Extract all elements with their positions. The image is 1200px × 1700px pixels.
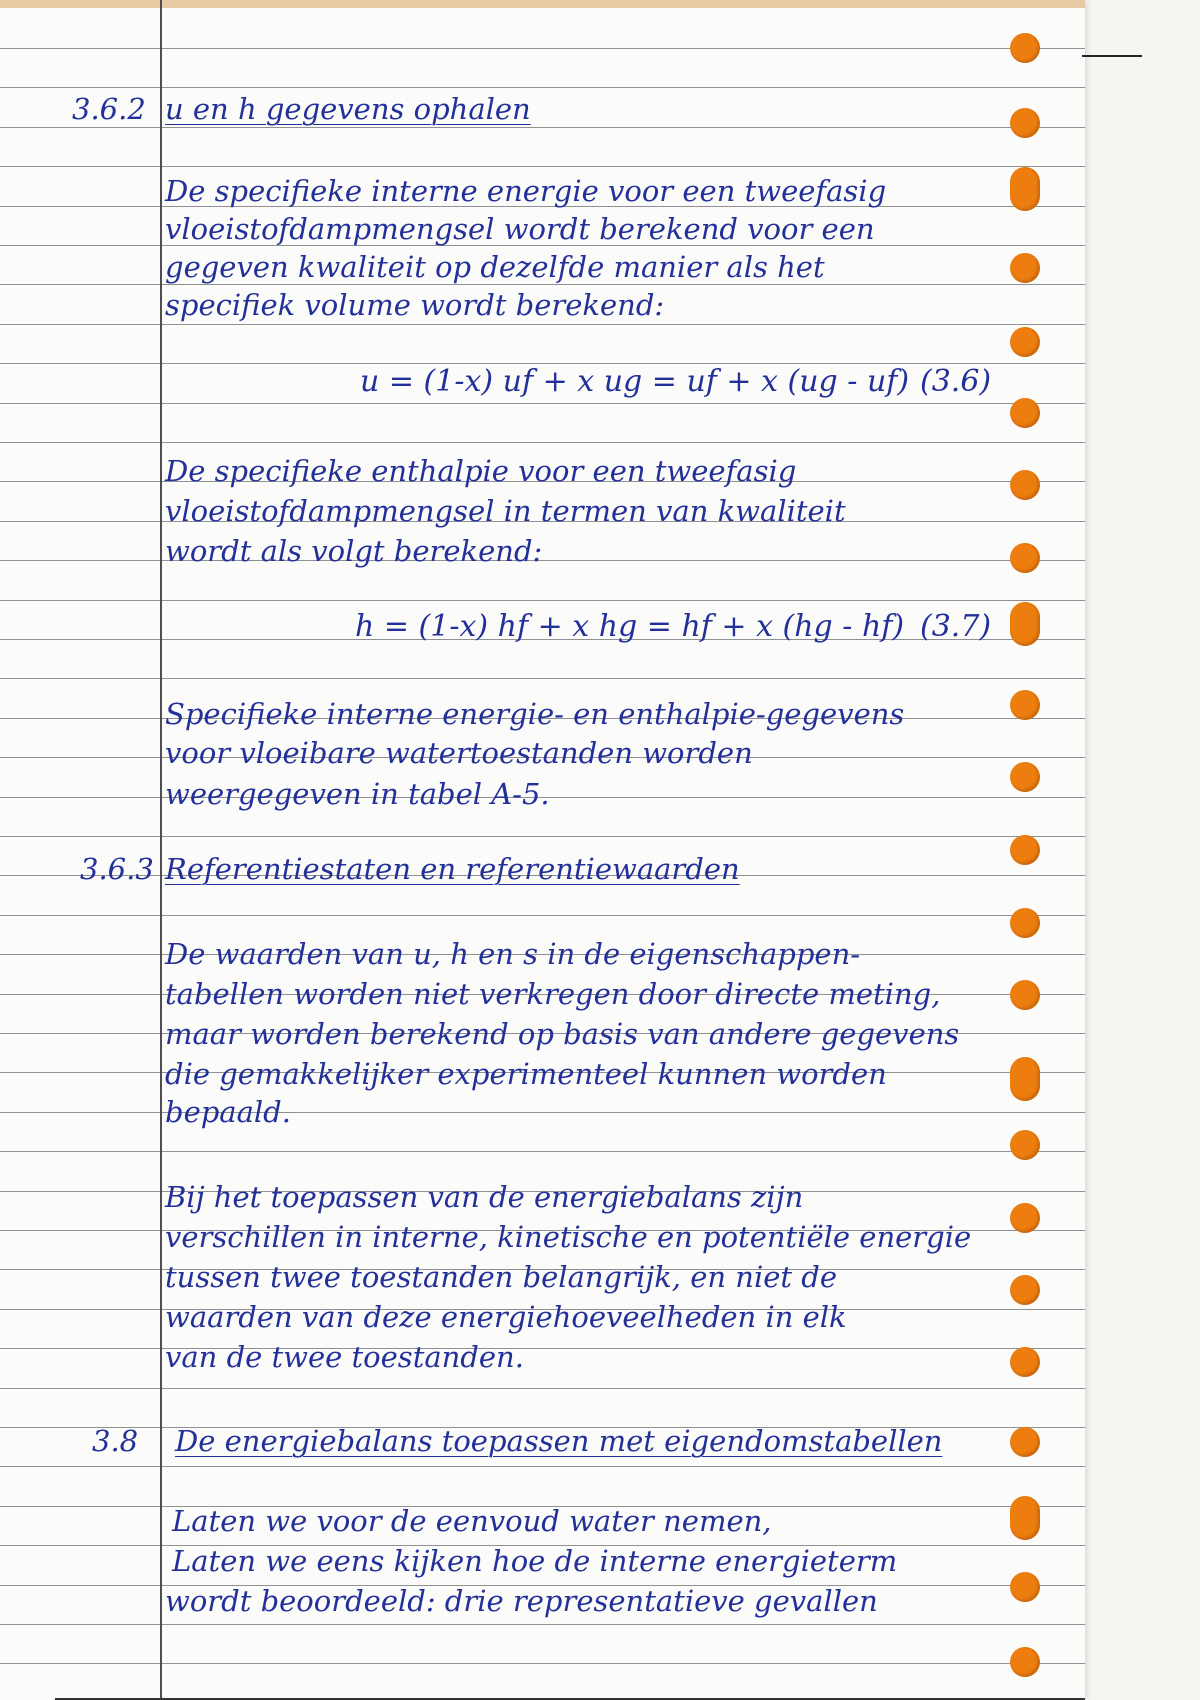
section-number: 3.6.3 bbox=[80, 852, 154, 886]
binding-hole bbox=[1010, 327, 1040, 357]
text-line: wordt als volgt berekend: bbox=[165, 534, 543, 568]
ruled-line bbox=[0, 1348, 1085, 1349]
text-line: tussen twee toestanden belangrijk, en niet de bbox=[165, 1260, 838, 1294]
text-line: bepaald. bbox=[165, 1095, 291, 1129]
ruled-line bbox=[0, 1388, 1085, 1389]
ruled-line bbox=[0, 1663, 1085, 1664]
binding-hole bbox=[1010, 470, 1040, 500]
section-number: 3.8 bbox=[92, 1424, 139, 1458]
ruled-line bbox=[0, 403, 1085, 404]
equation-label: (3.6) bbox=[920, 364, 992, 399]
section-heading: Referentiestaten en referentiewaarden bbox=[165, 852, 740, 886]
ruled-line bbox=[0, 678, 1085, 679]
binding-hole bbox=[1010, 690, 1040, 720]
ruled-line bbox=[0, 560, 1085, 561]
binding-hole bbox=[1010, 835, 1040, 865]
ruled-line bbox=[0, 836, 1085, 837]
binding-hole bbox=[1010, 908, 1040, 938]
binding-hole bbox=[1010, 762, 1040, 792]
ruled-line bbox=[0, 48, 1085, 49]
equation: h = (1-x) hf + x hg = hf + x (hg - hf) bbox=[355, 609, 905, 644]
equation: u = (1-x) uf + x ug = uf + x (ug - uf) bbox=[360, 364, 910, 399]
binding-hole bbox=[1010, 980, 1040, 1010]
text-line: maar worden berekend op basis van andere gegevens bbox=[165, 1017, 960, 1051]
binding-hole bbox=[1010, 1647, 1040, 1677]
binding-hole bbox=[1010, 1427, 1040, 1457]
section-number: 3.6.2 bbox=[72, 92, 146, 126]
ruled-line bbox=[0, 1624, 1085, 1625]
binding-hole bbox=[1010, 602, 1040, 646]
text-line: Bij het toepassen van de energiebalans zijn bbox=[165, 1180, 804, 1214]
ring-binding bbox=[1010, 0, 1070, 1700]
text-line: verschillen in interne, kinetische en potentiële energie bbox=[165, 1220, 972, 1254]
binding-hole bbox=[1010, 33, 1040, 63]
binding-hole bbox=[1010, 253, 1040, 283]
binding-hole bbox=[1010, 1275, 1040, 1305]
text-line: wordt beoordeeld: drie representatieve gevallen bbox=[165, 1584, 878, 1618]
equation-label: (3.7) bbox=[920, 609, 992, 644]
ruled-line bbox=[0, 915, 1085, 916]
text-line: tabellen worden niet verkregen door directe meting, bbox=[165, 977, 941, 1011]
binding-hole bbox=[1010, 1057, 1040, 1101]
text-line: vloeistofdampmengsel wordt berekend voor een bbox=[165, 212, 875, 246]
binding-hole bbox=[1010, 1203, 1040, 1233]
binding-hole bbox=[1010, 543, 1040, 573]
text-line: van de twee toestanden. bbox=[165, 1340, 524, 1374]
binding-hole bbox=[1010, 108, 1040, 138]
text-line: De specifieke interne energie voor een tweefasig bbox=[165, 174, 887, 208]
ruled-line bbox=[0, 442, 1085, 443]
text-line: Specifieke interne energie- en enthalpie-gegevens bbox=[165, 697, 905, 731]
ruled-line bbox=[0, 87, 1085, 88]
margin-line bbox=[160, 0, 162, 1700]
text-line: specifiek volume wordt berekend: bbox=[165, 288, 665, 322]
text-line: voor vloeibare watertoestanden worden bbox=[165, 736, 753, 770]
section-heading: u en h gegevens ophalen bbox=[165, 92, 531, 126]
ruled-line bbox=[0, 600, 1085, 601]
text-line: Laten we voor de eenvoud water nemen, bbox=[172, 1504, 772, 1538]
ruled-line bbox=[0, 324, 1085, 325]
ruled-line bbox=[0, 1112, 1085, 1113]
text-line: De specifieke enthalpie voor een tweefasig bbox=[165, 454, 797, 488]
text-line: die gemakkelijker experimenteel kunnen worden bbox=[165, 1057, 887, 1091]
ruled-line bbox=[0, 127, 1085, 128]
binding-hole bbox=[1010, 1496, 1040, 1540]
binding-hole bbox=[1010, 1347, 1040, 1377]
text-line: gegeven kwaliteit op dezelfde manier als het bbox=[165, 250, 825, 284]
binding-hole bbox=[1010, 1130, 1040, 1160]
ruled-line bbox=[0, 166, 1085, 167]
ruled-line bbox=[0, 1466, 1085, 1467]
desk-mark bbox=[1082, 55, 1142, 57]
text-line: weergegeven in tabel A-5. bbox=[165, 777, 550, 811]
ruled-line bbox=[0, 1151, 1085, 1152]
binding-hole bbox=[1010, 398, 1040, 428]
text-line: De waarden van u, h en s in de eigenschappen- bbox=[165, 937, 861, 971]
text-line: vloeistofdampmengsel in termen van kwaliteit bbox=[165, 494, 846, 528]
binding-hole bbox=[1010, 167, 1040, 211]
binding-hole bbox=[1010, 1572, 1040, 1602]
text-line: waarden van deze energiehoeveelheden in elk bbox=[165, 1300, 847, 1334]
text-line: Laten we eens kijken hoe de interne energieterm bbox=[172, 1544, 898, 1578]
section-heading: De energiebalans toepassen met eigendomstabellen bbox=[175, 1424, 943, 1458]
